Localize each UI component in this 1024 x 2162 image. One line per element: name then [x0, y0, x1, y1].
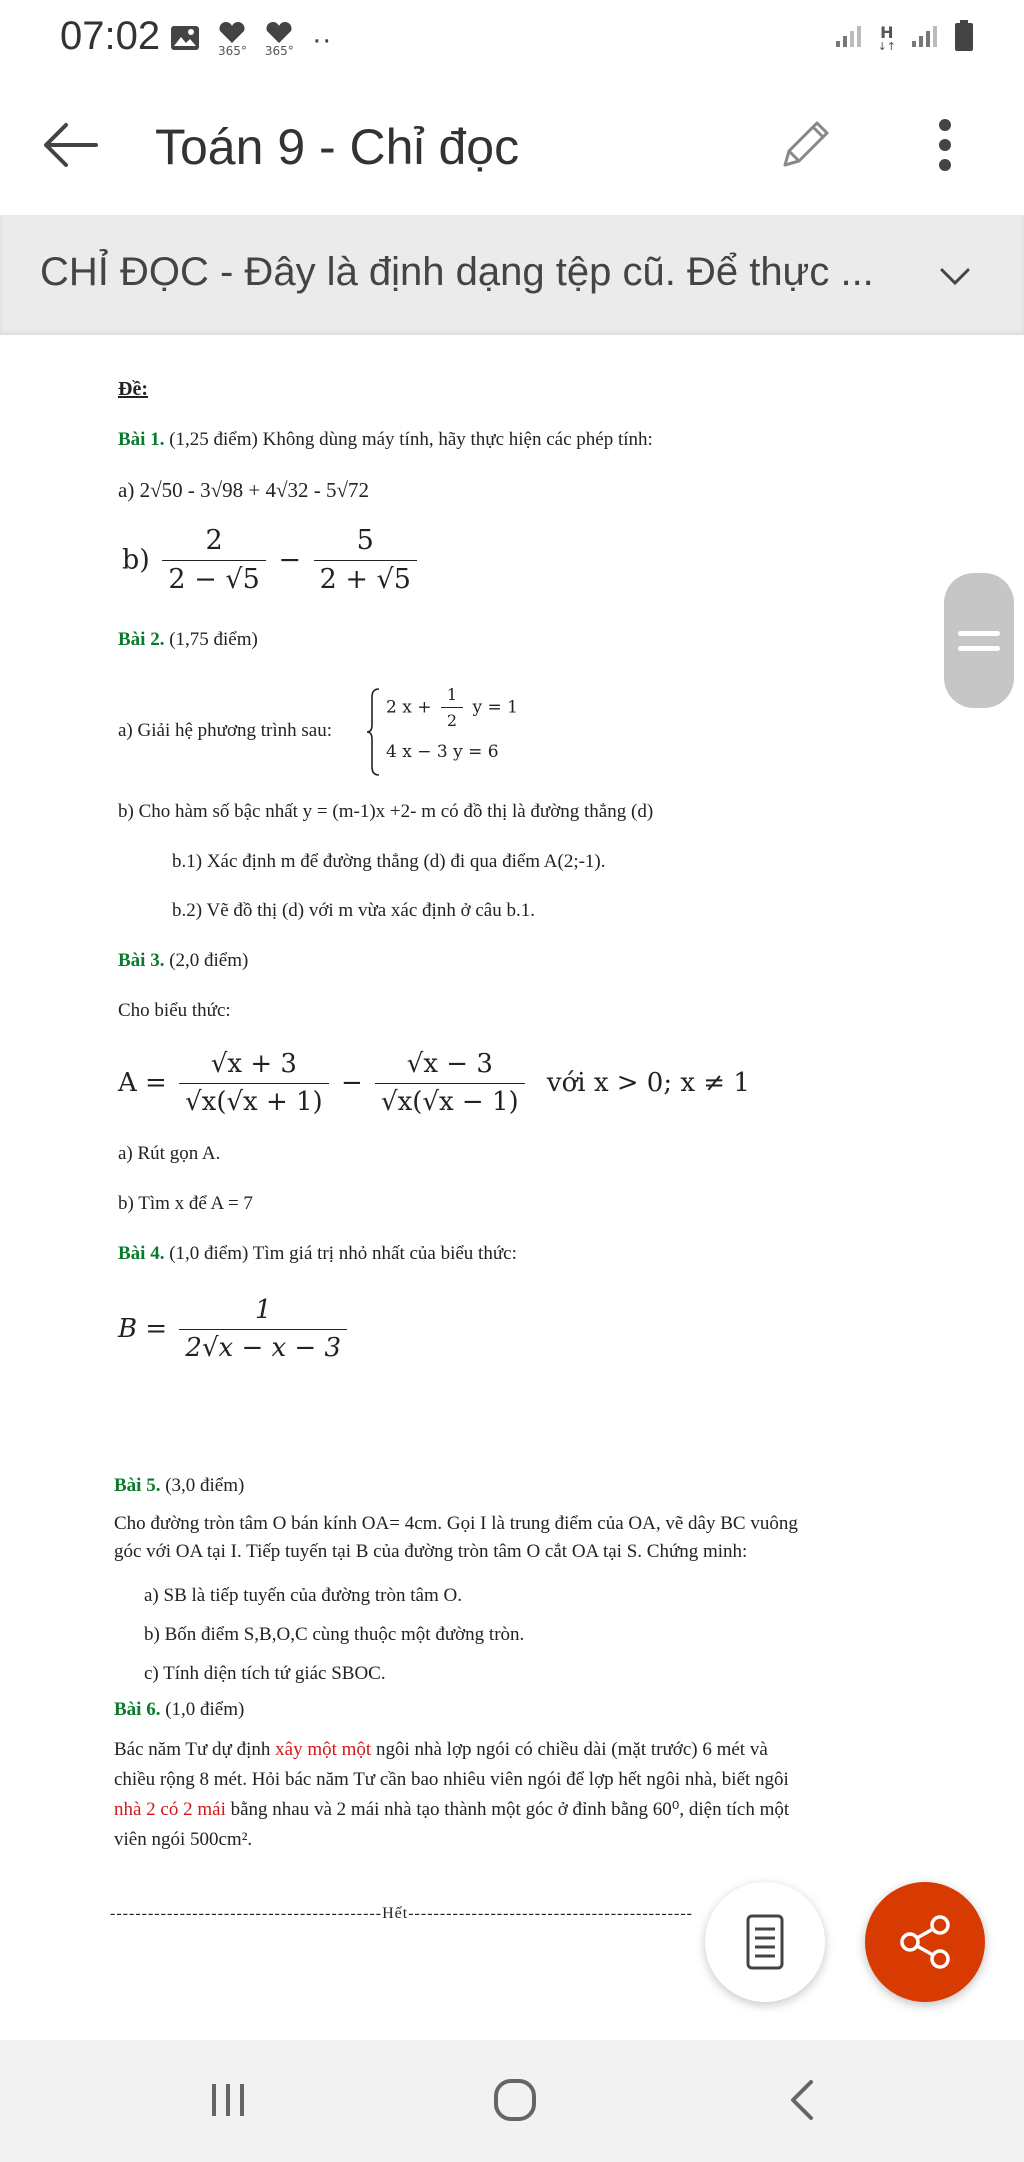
bai1-a: a) 2√50 - 3√98 + 4√32 - 5√72	[118, 478, 369, 502]
expr-a-label: A =	[118, 1068, 167, 1099]
arrow-left-icon	[40, 120, 100, 170]
fraction-num: 1	[446, 685, 458, 704]
image-icon	[170, 25, 200, 56]
bai3-a: a) Rút gọn A.	[118, 1143, 221, 1164]
share-icon	[896, 1913, 954, 1971]
bai3-text: (2,0 điểm)	[164, 950, 249, 971]
network-type: H	[880, 23, 894, 42]
fraction	[441, 685, 463, 730]
fraction-num: √x − 3	[406, 1049, 493, 1079]
more-notifications-icon: ··	[311, 23, 332, 56]
bai1-header	[118, 429, 653, 452]
battery-icon	[954, 20, 974, 57]
bai5-p1: Cho đường tròn tâm O bán kính OA= 4cm. Gọi I là trung điểm của OA, vẽ dây BC vuông	[114, 1513, 798, 1534]
network-arrows: ↓↑	[877, 40, 896, 53]
status-time: 07:02	[60, 14, 161, 58]
bai5-header	[114, 1475, 244, 1498]
bai2-b2: b.2) Vẽ đồ thị (d) với m vừa xác định ở câu b.1.	[172, 900, 535, 921]
more-vertical-icon	[937, 117, 953, 173]
document-view-icon	[745, 1913, 785, 1971]
fraction	[162, 525, 265, 597]
equation-2: 4 x − 3 y = 6	[386, 742, 499, 762]
status-system-icons	[834, 20, 974, 57]
bai5-c: c) Tính diện tích tứ giác SBOC.	[144, 1663, 386, 1684]
expression-b	[118, 1295, 351, 1364]
bai6-line3	[114, 1799, 789, 1822]
bai6-label: Bài 6.	[114, 1699, 161, 1720]
doc-heading: Đề:	[118, 378, 148, 400]
bai4-header	[118, 1243, 517, 1266]
bai6-line2: chiều rộng 8 mét. Hỏi bác năm Tư cần bao nhiêu viên ngói để lợp hết ngôi nhà, biết ngôi	[114, 1769, 789, 1790]
eq1-right: y = 1	[472, 697, 518, 718]
bai1-text: (1,25 điểm) Không dùng máy tính, hãy thực hiện các phép tính:	[164, 429, 653, 450]
system-nav-bar	[0, 2040, 1024, 2162]
fraction-num: √x + 3	[210, 1049, 297, 1079]
bai2-a-text: a) Giải hệ phương trình sau:	[118, 720, 332, 741]
document-page[interactable]	[0, 335, 1024, 2040]
grip-line	[958, 631, 1000, 636]
bai1-b	[122, 525, 421, 597]
bai3-b: b) Tìm x để A = 7	[118, 1193, 253, 1214]
status-bar	[0, 0, 1024, 80]
bai4-text: (1,0 điểm) Tìm giá trị nhỏ nhất của biểu thức:	[164, 1243, 517, 1264]
bai4-label: Bài 4.	[118, 1243, 165, 1264]
fraction-den: 2 + √5	[314, 560, 417, 596]
fraction	[375, 1049, 525, 1118]
bai6-l1-red: xây một một	[275, 1739, 372, 1760]
bai3-header	[118, 950, 248, 973]
pencil-icon	[775, 115, 835, 175]
app-bar	[0, 80, 1024, 215]
bai5-text: (3,0 điểm)	[160, 1475, 245, 1496]
fraction-den: 2 − √5	[162, 560, 265, 596]
nav-back-button[interactable]	[757, 2060, 847, 2140]
bai2-text: (1,75 điểm)	[164, 629, 258, 650]
bai6-line4: viên ngói 500cm².	[114, 1829, 253, 1850]
bai1-b-prefix: b)	[122, 544, 150, 576]
bai5-p2: góc với OA tại I. Tiếp tuyến tại B của đường tròn tâm O cắt OA tại S. Chứng minh:	[114, 1541, 748, 1562]
home-icon	[492, 2077, 538, 2123]
left-brace-icon	[366, 687, 382, 777]
bai6-text: (1,0 điểm)	[160, 1699, 245, 1720]
fraction-den: √x(√x − 1)	[375, 1083, 525, 1118]
bai2-header	[118, 629, 258, 652]
fraction-den: √x(√x + 1)	[179, 1083, 329, 1118]
bai3-label: Bài 3.	[118, 950, 165, 971]
bai6-l1-a: Bác năm Tư dự định	[114, 1739, 276, 1760]
equation-1	[386, 685, 518, 730]
grip-line	[958, 646, 1000, 651]
scroll-handle[interactable]	[944, 573, 1014, 708]
status-notification-icons	[170, 22, 332, 58]
fraction	[179, 1295, 347, 1364]
fraction	[314, 525, 417, 597]
banner-expand-button[interactable]	[935, 257, 975, 297]
share-button[interactable]	[865, 1882, 985, 2002]
home-button[interactable]	[470, 2060, 560, 2140]
bai1-label: Bài 1.	[118, 429, 165, 450]
fraction-den: 2√x − x − 3	[179, 1329, 347, 1364]
bai2-b1: b.1) Xác định m để đường thẳng (d) đi qua điểm A(2;-1).	[172, 851, 606, 872]
bai6-l3-b: bằng nhau và 2 mái nhà tạo thành một góc ở đỉnh bằng 60⁰, diện tích một	[225, 1799, 790, 1820]
signal-icon	[834, 23, 864, 54]
network-icon	[878, 25, 896, 52]
bai5-b: b) Bốn điểm S,B,O,C cùng thuộc một đường tròn.	[144, 1624, 525, 1645]
signal-icon	[910, 23, 940, 54]
bai5-label: Bài 5.	[114, 1475, 161, 1496]
minus-sign: −	[340, 1068, 363, 1099]
fraction-num: 2	[205, 525, 223, 556]
recent-apps-icon	[206, 2080, 250, 2120]
page-title: Toán 9 - Chỉ đọc	[155, 119, 520, 175]
end-divider: -------------------------------------------Hết---------------------------------------------	[110, 1905, 693, 1922]
view-mode-button[interactable]	[705, 1882, 825, 2002]
back-button[interactable]	[38, 110, 102, 180]
minus-sign: −	[278, 544, 301, 576]
back-icon	[787, 2078, 817, 2122]
bai6-l1-b: ngôi nhà lợp ngói có chiều dài (mặt trước) 6 mét và	[371, 1739, 768, 1760]
badge-text-1: 365°	[218, 44, 247, 58]
fraction	[179, 1049, 329, 1118]
read-only-banner[interactable]	[0, 215, 1024, 335]
fraction-den: 2	[441, 707, 463, 730]
more-options-button[interactable]	[920, 110, 970, 180]
eq1-left: 2 x +	[386, 697, 432, 718]
edit-button[interactable]	[770, 110, 840, 180]
condition: với x > 0; x ≠ 1	[546, 1068, 750, 1099]
bai2-label: Bài 2.	[118, 629, 165, 650]
bai6-line1	[114, 1739, 768, 1762]
bai6-header	[114, 1699, 244, 1722]
bai6-l3-red: nhà 2 có 2 mái	[114, 1799, 226, 1820]
banner-text: CHỈ ĐỌC - Đây là định dạng tệp cũ. Để thực ...	[40, 250, 874, 294]
fraction-num: 1	[254, 1295, 272, 1325]
heart-icon	[265, 22, 294, 58]
expr-b-label: B =	[118, 1314, 168, 1345]
fraction-num: 5	[356, 525, 374, 556]
bai3-intro: Cho biểu thức:	[118, 1000, 231, 1021]
heart-icon	[218, 22, 247, 58]
badge-text-2: 365°	[264, 44, 294, 58]
chevron-down-icon	[939, 267, 971, 287]
bai2-b-text: b) Cho hàm số bậc nhất y = (m-1)x +2- m có đồ thị là đường thẳng (d)	[118, 801, 654, 822]
expression-a	[118, 1049, 750, 1118]
bai5-a: a) SB là tiếp tuyến của đường tròn tâm O.	[144, 1585, 462, 1606]
recent-apps-button[interactable]	[183, 2060, 273, 2140]
